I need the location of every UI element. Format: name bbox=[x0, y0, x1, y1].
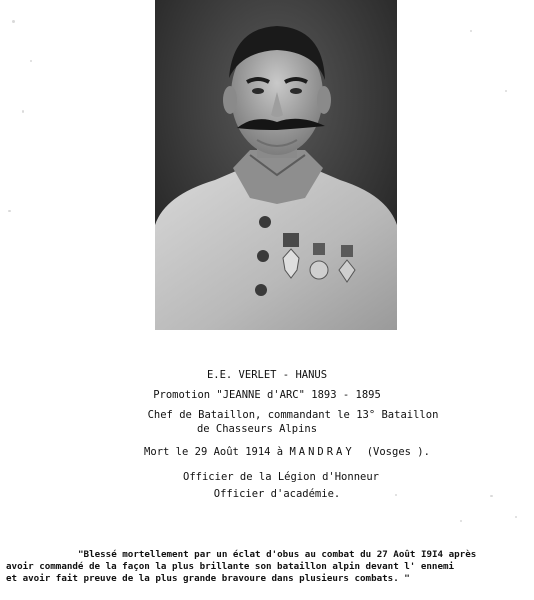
scan-speckle bbox=[515, 516, 517, 518]
promotion-line: Promotion "JEANNE d'ARC" 1893 - 1895 bbox=[153, 389, 381, 401]
citation-line-3: et avoir fait preuve de la plus grande bravoure dans plusieurs combats. " bbox=[6, 573, 410, 584]
death-line bbox=[20, 445, 534, 459]
death-prefix: Mort le 29 Août 1914 à bbox=[144, 446, 284, 458]
rank-line-1: Chef de Bataillon, commandant le 13° Bataillon bbox=[147, 409, 439, 421]
scan-speckle bbox=[505, 90, 507, 92]
rank-line-2: de Chasseurs Alpins bbox=[196, 423, 318, 435]
scan-speckle bbox=[30, 60, 32, 62]
officer-name: E.E. VERLET - HANUS bbox=[206, 369, 328, 381]
scan-speckle bbox=[460, 520, 462, 522]
death-department: (Vosges ). bbox=[366, 446, 430, 458]
scan-speckle bbox=[8, 210, 11, 212]
death-place: MANDRAY bbox=[289, 446, 355, 458]
citation-line-2: avoir commandé de la façon la plus brillante son bataillon alpin devant l' ennemi bbox=[6, 561, 455, 572]
citation-line-1: "Blessé mortellement par un éclat d'obus au combat du 27 Août I9I4 après bbox=[78, 549, 477, 560]
honor-legion: Officier de la Légion d'Honneur bbox=[183, 471, 379, 483]
honor-academie: Officier d'académie. bbox=[213, 488, 341, 500]
scan-speckle bbox=[470, 30, 472, 32]
portrait-photo bbox=[155, 0, 397, 330]
scan-speckle bbox=[12, 20, 15, 23]
scan-speckle bbox=[22, 110, 24, 113]
